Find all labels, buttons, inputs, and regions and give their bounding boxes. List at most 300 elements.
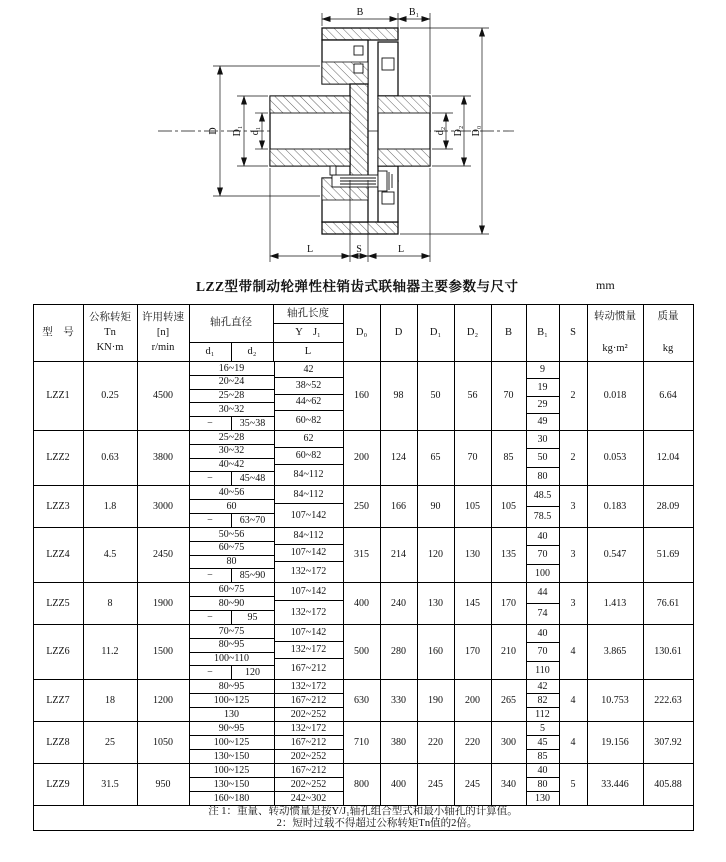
page-title: LZZ型带制动轮弹性柱销齿式联轴器主要参数与尺寸 [196, 279, 519, 294]
speed-cell: 950 [137, 764, 189, 806]
dim-S-cell: 3 [559, 486, 587, 528]
col-header-S: S [559, 305, 587, 362]
length-value: 167~212 [290, 663, 327, 675]
length-value: 60~82 [275, 448, 343, 465]
length-value: 132~172 [275, 680, 343, 694]
brake-drum-bottom-rim [322, 222, 398, 234]
bore-row [190, 597, 274, 611]
bore-value: 130 [224, 708, 239, 720]
bore-column [190, 625, 275, 679]
table-row [33, 583, 693, 625]
bore-value: 100~125 [213, 694, 250, 706]
dim-D1-cell: 130 [417, 583, 454, 625]
B1-value: 45 [527, 736, 559, 750]
torque-cell: 11.2 [83, 625, 137, 680]
bore-row [190, 459, 274, 473]
dim-label-L-left: L [306, 244, 314, 255]
dim-D1-cell: 220 [417, 722, 454, 764]
length-value: 202~252 [290, 750, 327, 762]
inertia-cell: 10.753 [587, 680, 643, 722]
dim-B-cell: 105 [491, 486, 526, 528]
B1-value: 40 [527, 625, 559, 643]
B1-stack [527, 583, 559, 624]
speed-header-symbol: [n] [156, 326, 170, 338]
dim-D1-cell: 190 [417, 680, 454, 722]
bore-length-grid [190, 528, 343, 582]
speed-cell: 1050 [137, 722, 189, 764]
dim-label-D1: D₁ [232, 125, 243, 137]
dim-D2-cell: 200 [454, 680, 491, 722]
bore-value: 90~95 [218, 722, 245, 734]
bore-length-cell [189, 583, 343, 625]
dim-D0-cell: 800 [343, 764, 380, 806]
B1-value: 40 [527, 764, 559, 778]
dim-D2-cell: 145 [454, 583, 491, 625]
table-body [33, 362, 693, 806]
B1-value: 80 [537, 470, 548, 482]
bore-row [190, 472, 274, 485]
B1-value: 49 [537, 416, 548, 428]
bore-value: 20~24 [218, 376, 245, 388]
bore-value: 100~125 [213, 764, 250, 776]
model-cell: LZZ7 [33, 680, 83, 722]
dim-B-cell: 85 [491, 431, 526, 486]
col-header-inertia [587, 305, 643, 362]
speed-cell: 2450 [137, 528, 189, 583]
B1-stack [527, 764, 559, 805]
model-cell: LZZ8 [33, 722, 83, 764]
bore-column [190, 528, 275, 582]
table-header [33, 305, 693, 362]
bore-row [190, 556, 274, 570]
B1-value: 40 [527, 528, 559, 546]
bore-row [190, 403, 274, 417]
torque-cell: 1.8 [83, 486, 137, 528]
bore-length-cell [189, 431, 343, 486]
length-value: 202~252 [275, 778, 343, 792]
torque-cell: 8 [83, 583, 137, 625]
bore-column [190, 583, 275, 624]
dim-D1-cell: 245 [417, 764, 454, 806]
inertia-header-line: 转动惯量 [594, 311, 636, 322]
dim-D0-cell: 160 [343, 362, 380, 431]
dim-D0-cell: 250 [343, 486, 380, 528]
col-header-bore-diameter: 轴孔直径 [189, 305, 273, 343]
bore-d1-value: − [190, 569, 232, 582]
dim-label-S: S [356, 244, 362, 255]
inertia-cell: 19.156 [587, 722, 643, 764]
mass-header-line: 质量 [657, 311, 679, 322]
inertia-cell: 3.865 [587, 625, 643, 680]
B1-stack [527, 625, 559, 679]
bore-d1-value: − [190, 417, 232, 430]
col-header-d2: d₂ [231, 343, 273, 362]
bore-value: 80~95 [218, 639, 245, 651]
bore-length-cell [189, 528, 343, 583]
notes-cell [33, 806, 693, 831]
bore-value: 16~19 [218, 362, 245, 374]
B1-stack [527, 722, 559, 763]
bore-row [190, 528, 274, 542]
col-header-d1: d₁ [189, 343, 231, 362]
B1-stack [527, 680, 559, 721]
length-value: 167~212 [275, 694, 343, 708]
dim-label-D: D [208, 127, 219, 135]
inertia-cell: 0.053 [587, 431, 643, 486]
dim-B-cell: 300 [491, 722, 526, 764]
B1-cell [526, 362, 559, 431]
B1-value: 70 [527, 546, 559, 564]
table-row [33, 431, 693, 486]
bore-row [190, 666, 274, 679]
dim-D2-cell: 220 [454, 722, 491, 764]
bolt-nut [378, 171, 387, 191]
dim-D0-cell: 630 [343, 680, 380, 722]
bore-length-grid [190, 362, 343, 430]
col-header-B: B [491, 305, 526, 362]
B1-value: 19 [527, 379, 559, 396]
bore-d1-value: − [190, 514, 232, 527]
length-value: 62 [275, 431, 343, 448]
length-value: 132~172 [275, 642, 343, 659]
bore-value: 130~150 [213, 778, 250, 790]
col-header-bore-length: 轴孔长度 [273, 305, 343, 324]
length-value: 84~112 [293, 469, 324, 481]
bore-length-cell [189, 362, 343, 431]
B1-cell [526, 764, 559, 806]
dim-D2-cell: 70 [454, 431, 491, 486]
dim-label-D2: D₂ [453, 125, 464, 137]
dim-label-d2: d₂ [435, 126, 446, 136]
bore-row [190, 376, 274, 390]
bore-value: 80~90 [218, 597, 245, 609]
B1-value: 110 [535, 664, 550, 676]
table-row [33, 764, 693, 806]
left-flange-disc [350, 84, 368, 178]
title-bar [0, 272, 726, 302]
dim-D-cell: 124 [380, 431, 417, 486]
dim-D1-cell: 160 [417, 625, 454, 680]
B1-cell [526, 583, 559, 625]
dim-label-D0: D₀ [471, 125, 482, 137]
mass-cell: 130.61 [643, 625, 693, 680]
bore-d1-value: − [190, 611, 232, 624]
bore-length-cell [189, 680, 343, 722]
dim-label-d1: d₁ [250, 126, 261, 136]
length-column [275, 583, 343, 624]
dim-S-cell: 3 [559, 528, 587, 583]
col-header-D2: D₂ [454, 305, 491, 362]
B1-cell [526, 486, 559, 528]
model-cell: LZZ4 [33, 528, 83, 583]
length-value: 242~302 [290, 792, 327, 804]
length-value: 107~142 [275, 545, 343, 562]
bore-row [190, 708, 274, 721]
length-column [275, 486, 343, 527]
bore-value: 160~180 [213, 792, 250, 804]
dim-D-cell: 98 [380, 362, 417, 431]
dim-D-cell: 214 [380, 528, 417, 583]
col-header-model: 型 号 [33, 305, 83, 362]
torque-header-line: 公称转矩 [89, 311, 131, 323]
bore-value: 40~42 [218, 459, 245, 471]
col-header-speed [137, 305, 189, 362]
bore-value: 80 [226, 556, 237, 568]
dim-D2-cell: 105 [454, 486, 491, 528]
bore-value: 60 [226, 500, 237, 512]
bore-value: 25~28 [218, 390, 245, 402]
length-value: 132~172 [275, 722, 343, 736]
bore-value: 25~28 [218, 431, 245, 443]
B1-value: 44 [527, 583, 559, 604]
inertia-cell: 0.183 [587, 486, 643, 528]
model-cell: LZZ3 [33, 486, 83, 528]
bore-row [190, 362, 274, 376]
length-value: 107~142 [290, 509, 327, 521]
inertia-cell: 0.018 [587, 362, 643, 431]
note-line-2: 2：短时过载不得超过公称转矩Tn值的2倍。 [276, 818, 478, 830]
bore-row [190, 417, 274, 430]
length-value: 38~52 [275, 378, 343, 394]
bore-value: 70~75 [218, 625, 245, 637]
col-header-mass [643, 305, 693, 362]
dim-S-cell: 2 [559, 362, 587, 431]
bore-row [190, 611, 274, 624]
length-column [275, 431, 343, 485]
B1-value: 78.5 [533, 511, 552, 523]
col-header-YJ1: Y J₁ [273, 324, 343, 343]
speed-cell: 3800 [137, 431, 189, 486]
bore-row [190, 736, 274, 750]
inertia-header-unit: kg·m² [602, 342, 628, 354]
bore-row [190, 431, 274, 445]
bore-row [190, 653, 274, 667]
table-row [33, 486, 693, 528]
bore-d1-value: − [190, 472, 232, 485]
drawing-area [0, 0, 726, 272]
mass-cell: 307.92 [643, 722, 693, 764]
B1-cell [526, 625, 559, 680]
dim-B-cell: 135 [491, 528, 526, 583]
dim-S-cell: 2 [559, 431, 587, 486]
model-cell: LZZ2 [33, 431, 83, 486]
bore-d1-value: − [190, 666, 232, 679]
length-value: 132~172 [290, 606, 327, 618]
bore-d2-value: 35~38 [239, 417, 266, 429]
bore-d2-value: 45~48 [239, 472, 266, 484]
table-row [33, 362, 693, 431]
mass-cell: 76.61 [643, 583, 693, 625]
bore-column [190, 680, 275, 721]
B1-value: 9 [527, 362, 559, 379]
dim-S-cell: 4 [559, 680, 587, 722]
inertia-cell: 33.446 [587, 764, 643, 806]
B1-cell [526, 528, 559, 583]
mass-cell: 6.64 [643, 362, 693, 431]
bore-row [190, 625, 274, 639]
speed-cell: 1200 [137, 680, 189, 722]
bore-value: 60~75 [218, 583, 245, 595]
B1-stack [527, 362, 559, 430]
B1-value: 48.5 [527, 486, 559, 507]
dim-D0-cell: 710 [343, 722, 380, 764]
bore-value: 100~110 [213, 653, 250, 665]
B1-stack [527, 431, 559, 485]
dim-B-cell: 170 [491, 583, 526, 625]
mass-cell: 405.88 [643, 764, 693, 806]
notes-body [33, 806, 693, 831]
length-column [275, 528, 343, 582]
bore-length-grid [190, 431, 343, 485]
bore-row [190, 680, 274, 694]
B1-value: 42 [527, 680, 559, 694]
B1-value: 29 [527, 397, 559, 414]
bore-length-grid [190, 486, 343, 527]
bore-length-grid [190, 625, 343, 679]
length-value: 107~142 [275, 625, 343, 642]
bore-row [190, 542, 274, 556]
bore-row [190, 764, 274, 778]
length-value: 167~212 [275, 736, 343, 750]
mass-header-unit: kg [662, 342, 674, 354]
dim-B-cell: 210 [491, 625, 526, 680]
length-column [275, 362, 343, 430]
dim-D-cell: 400 [380, 764, 417, 806]
bore-column [190, 486, 275, 527]
col-header-B1: B₁ [526, 305, 559, 362]
bore-length-cell [189, 722, 343, 764]
dim-S-cell: 3 [559, 583, 587, 625]
B1-value: 74 [537, 608, 548, 620]
table-row [33, 528, 693, 583]
B1-value: 85 [537, 750, 548, 762]
mass-cell: 28.09 [643, 486, 693, 528]
coupling-drawing [0, 0, 726, 272]
bore-row [190, 639, 274, 653]
torque-cell: 18 [83, 680, 137, 722]
torque-cell: 31.5 [83, 764, 137, 806]
brake-drum-top-rim [322, 28, 398, 40]
dim-D1-cell: 50 [417, 362, 454, 431]
dim-D-cell: 240 [380, 583, 417, 625]
speed-cell: 1900 [137, 583, 189, 625]
bore-value: 50~56 [218, 528, 245, 540]
bore-row [190, 569, 274, 582]
B1-value: 130 [535, 792, 550, 804]
dim-label-B: B [356, 7, 364, 18]
dim-D2-cell: 245 [454, 764, 491, 806]
col-header-D: D [380, 305, 417, 362]
bore-value: 60~75 [218, 542, 245, 554]
bore-row [190, 514, 274, 527]
bore-column [190, 431, 275, 485]
length-value: 60~82 [295, 414, 322, 426]
B1-value: 80 [527, 778, 559, 792]
model-cell: LZZ1 [33, 362, 83, 431]
dim-B-cell: 340 [491, 764, 526, 806]
length-value: 132~172 [290, 566, 327, 578]
note-line-1: 注 1：重量、转动惯量是按Y/J₁轴孔组合型式和最小轴孔的计算值。 [208, 806, 518, 817]
bore-length-cell [189, 486, 343, 528]
dim-D1-cell: 90 [417, 486, 454, 528]
length-value: 107~142 [275, 583, 343, 601]
length-value: 167~212 [275, 764, 343, 778]
dim-S-cell: 5 [559, 764, 587, 806]
bore-length-grid [190, 764, 343, 805]
bore-row [190, 778, 274, 792]
B1-value: 5 [527, 722, 559, 736]
bore-column [190, 764, 275, 805]
table-row [33, 625, 693, 680]
bore-length-grid [190, 583, 343, 624]
dim-D2-cell: 56 [454, 362, 491, 431]
model-cell: LZZ5 [33, 583, 83, 625]
table-row [33, 722, 693, 764]
model-cell: LZZ9 [33, 764, 83, 806]
mass-cell: 51.69 [643, 528, 693, 583]
B1-cell [526, 722, 559, 764]
torque-cell: 25 [83, 722, 137, 764]
length-value: 84~112 [275, 528, 343, 545]
bore-d2-value: 63~70 [239, 514, 266, 526]
dim-B-cell: 265 [491, 680, 526, 722]
bore-column [190, 362, 275, 430]
dim-D0-cell: 400 [343, 583, 380, 625]
B1-stack [527, 486, 559, 527]
bore-value: 30~32 [218, 445, 245, 457]
bore-value: 30~32 [218, 404, 245, 416]
length-column [275, 764, 343, 805]
inertia-cell: 1.413 [587, 583, 643, 625]
dim-S-cell: 4 [559, 625, 587, 680]
unit-label: mm [596, 278, 615, 292]
dim-D-cell: 380 [380, 722, 417, 764]
dim-D2-cell: 130 [454, 528, 491, 583]
dim-label-L-right: L [397, 244, 405, 255]
dim-D2-cell: 170 [454, 625, 491, 680]
col-header-L: L [273, 343, 343, 362]
length-column [275, 680, 343, 721]
bore-length-grid [190, 680, 343, 721]
dim-D-cell: 330 [380, 680, 417, 722]
bore-row [190, 445, 274, 459]
dim-D1-cell: 120 [417, 528, 454, 583]
dim-D1-cell: 65 [417, 431, 454, 486]
col-header-D0: D₀ [343, 305, 380, 362]
torque-header-symbol: Tn [104, 326, 116, 338]
speed-cell: 3000 [137, 486, 189, 528]
bore-length-cell [189, 764, 343, 806]
length-value: 42 [275, 362, 343, 378]
bore-row [190, 390, 274, 404]
bore-row [190, 500, 274, 514]
mass-cell: 12.04 [643, 431, 693, 486]
torque-cell: 0.25 [83, 362, 137, 431]
bore-row [190, 792, 274, 805]
bore-value: 100~125 [213, 736, 250, 748]
col-header-torque [83, 305, 137, 362]
bore-column [190, 722, 275, 763]
bore-row [190, 694, 274, 708]
bore-row [190, 486, 274, 500]
bore-row [190, 722, 274, 736]
torque-cell: 0.63 [83, 431, 137, 486]
dim-D0-cell: 500 [343, 625, 380, 680]
bore-row [190, 750, 274, 763]
torque-header-unit: KN·m [96, 342, 124, 354]
bore-length-grid [190, 722, 343, 763]
bore-value: 40~56 [218, 486, 245, 498]
